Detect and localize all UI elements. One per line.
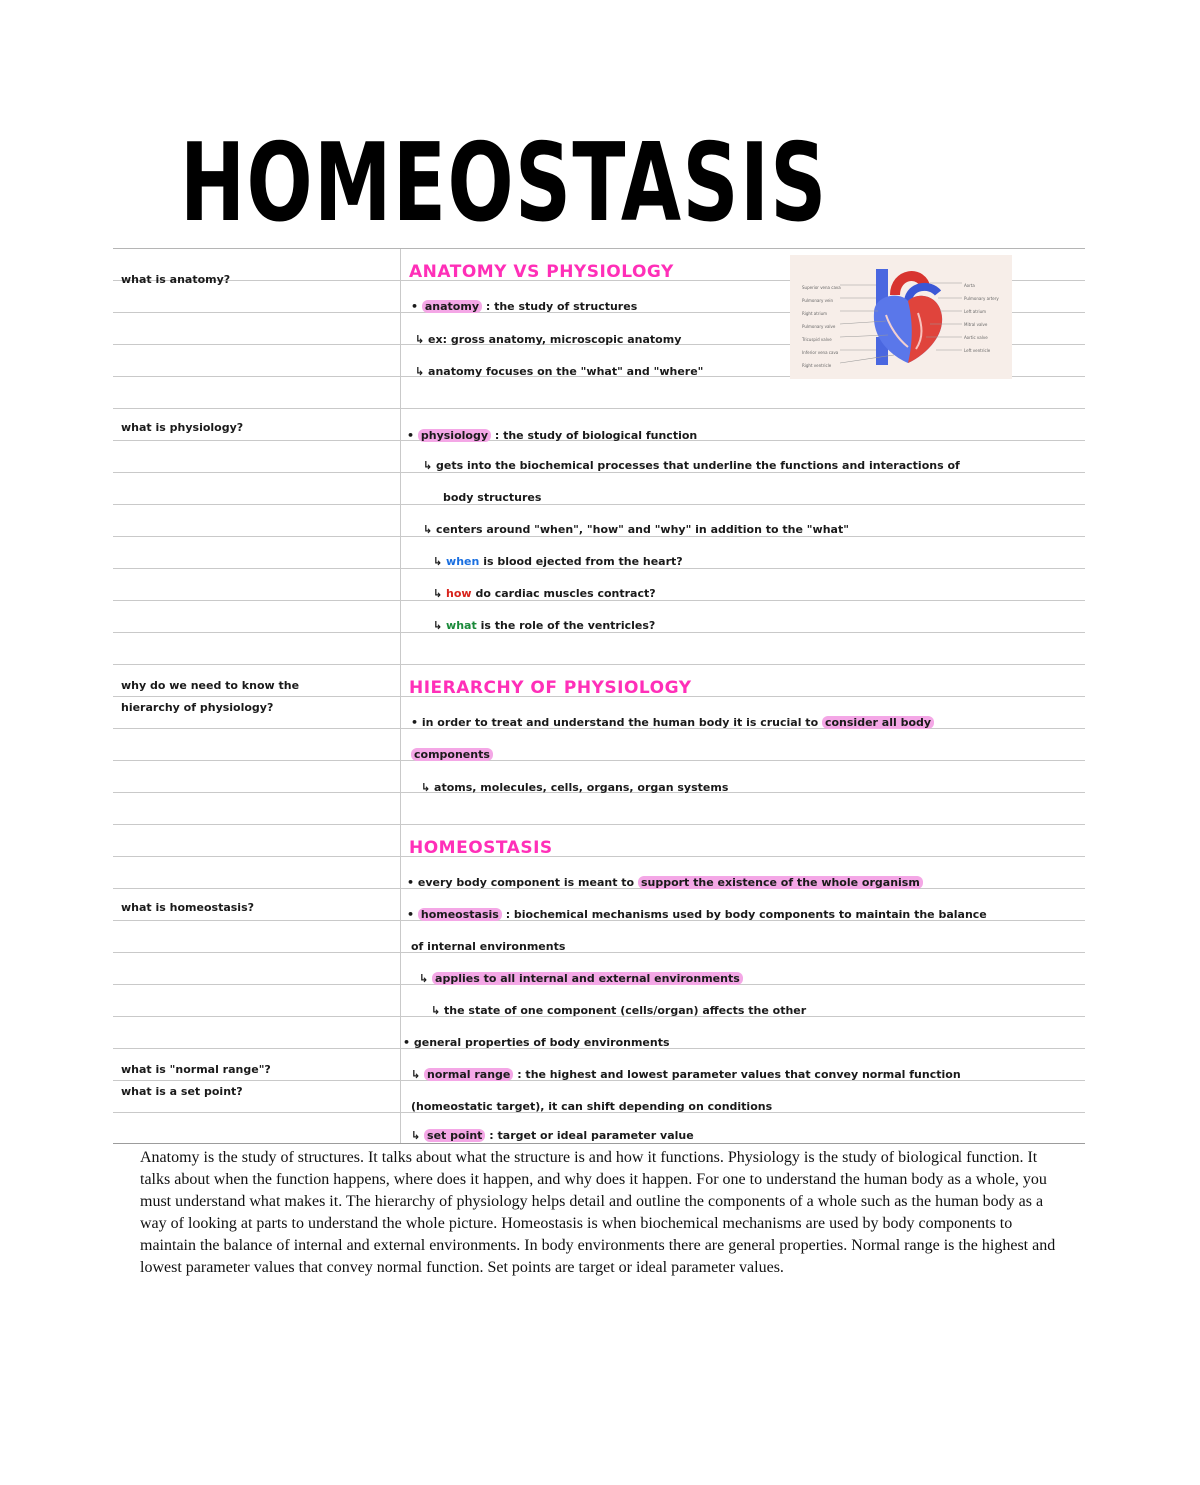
cue-hierarchy-line2: hierarchy of physiology?: [121, 701, 274, 714]
heading-homeostasis: HOMEOSTASIS: [409, 838, 553, 858]
note-general-properties: • general properties of body environments: [403, 1036, 670, 1049]
cue-normal-range: what is "normal range"?: [121, 1063, 271, 1076]
highlight-anatomy: anatomy: [422, 300, 482, 313]
heart-label: Pulmonary valve: [802, 324, 836, 329]
highlight-normal-range: normal range: [424, 1068, 513, 1081]
note-physiology-processes: ↳ gets into the biochemical processes that underline the functions and interactions of: [423, 459, 960, 472]
note-text: in order to treat and understand the human body it is crucial to: [421, 716, 819, 729]
note-set-point: ↳ set point : target or ideal parameter value: [411, 1129, 694, 1142]
summary-paragraph: Anatomy is the study of structures. It talks about what the structure is and how it functions. Physiology is the study of biological function. It talks about when the function happens, where does it happen, and why does it happen. For one to understand the human body as a whole, you must understand what makes it. The hierarchy of physiology helps detail and outline the components of a whole such as the human body as a way of looking at parts to understand the whole picture. Homeostasis is when biochemical mechanisms are used by body components to maintain the balance of internal and external environments. In body environments there are general properties. Normal range is the highest and lowest parameter values that convey normal function. Set points are target or ideal parameter values.: [140, 1149, 1056, 1276]
note-question-what: ↳ what is the role of the ventricles?: [433, 619, 656, 632]
heart-label: Left atrium: [964, 309, 987, 314]
note-homeostatic-target: (homeostatic target), it can shift depending on conditions: [411, 1100, 773, 1113]
heading-hierarchy-of-physiology: HIERARCHY OF PHYSIOLOGY: [409, 678, 692, 698]
note-physiology-definition: • physiology : the study of biological function: [407, 429, 698, 442]
cue-physiology: what is physiology?: [121, 421, 244, 434]
cornell-notes: [113, 248, 1085, 1144]
note-keyword: what: [446, 619, 477, 632]
heart-label: Mitral valve: [964, 322, 988, 327]
highlight-physiology: physiology: [418, 429, 491, 442]
heart-label: Left ventricle: [964, 348, 991, 353]
highlight-support: support the existence of the whole organism: [638, 876, 923, 889]
cue-homeostasis: what is homeostasis?: [121, 901, 254, 914]
note-normal-range: ↳ normal range : the highest and lowest parameter values that convey normal function: [411, 1068, 961, 1081]
page-title: HOMEOSTASIS: [180, 121, 828, 246]
note-keyword: when: [446, 555, 480, 568]
note-anatomy-definition: • anatomy : the study of structures: [411, 300, 638, 313]
heart-label: Aorta: [964, 283, 975, 288]
note-keyword: how: [446, 587, 472, 600]
highlight-consider: consider all body: [822, 716, 934, 729]
note-text: : the study of biological function: [494, 429, 698, 442]
highlight-components: components: [411, 748, 493, 761]
highlight-homeostasis: homeostasis: [418, 908, 502, 921]
heart-label: Aortic valve: [964, 335, 988, 340]
note-hierarchy-components: [411, 748, 493, 762]
note-question-how: ↳ how do cardiac muscles contract?: [433, 587, 656, 600]
note-text: : biochemical mechanisms used by body components to maintain the balance: [505, 908, 987, 921]
heart-label: Superior vena cava: [802, 285, 841, 290]
note-text: the state of one component (cells/organ) affects the other: [444, 1004, 807, 1017]
heading-anatomy-vs-physiology: ANATOMY VS PHYSIOLOGY: [409, 262, 674, 282]
note-text: do cardiac muscles contract?: [475, 587, 656, 600]
heart-labels-left: [802, 281, 850, 372]
note-homeostasis-applies: ↳ applies to all internal and external environments: [419, 972, 743, 986]
heart-label: Pulmonary artery: [964, 296, 999, 301]
note-text: is blood ejected from the heart?: [483, 555, 683, 568]
note-text: centers around "when", "how" and "why" in addition to the "what": [436, 523, 849, 536]
note-text: every body component is meant to: [417, 876, 635, 889]
heart-labels-right: [964, 279, 1010, 357]
note-text: : the highest and lowest parameter values that convey normal function: [517, 1068, 961, 1081]
heart-label: Tricuspid valve: [802, 337, 832, 342]
margin-divider: [400, 249, 401, 1144]
heart-label: Pulmonary vein: [802, 298, 834, 303]
note-text: general properties of body environments: [413, 1036, 670, 1049]
note-text: is the role of the ventricles?: [480, 619, 656, 632]
note-text: : the study of structures: [485, 300, 638, 313]
cue-anatomy: what is anatomy?: [121, 273, 231, 286]
note-homeostasis-definition: • homeostasis : biochemical mechanisms used by body components to maintain the balance: [407, 908, 987, 921]
note-question-when: ↳ when is blood ejected from the heart?: [433, 555, 683, 568]
cue-hierarchy-line1: why do we need to know the: [121, 679, 300, 692]
note-text: anatomy focuses on the "what" and "where": [428, 365, 704, 378]
heart-diagram: [790, 255, 1012, 379]
highlight-set-point: set point: [424, 1129, 485, 1142]
cue-set-point: what is a set point?: [121, 1085, 243, 1098]
heart-label: Inferior vena cava: [802, 350, 839, 355]
note-anatomy-examples: ↳ ex: gross anatomy, microscopic anatomy: [415, 333, 682, 346]
heart-label: Right atrium: [802, 311, 828, 316]
note-hierarchy-reason: • in order to treat and understand the human body it is crucial to consider all body: [411, 716, 934, 730]
note-text: ex: gross anatomy, microscopic anatomy: [428, 333, 682, 346]
note-homeostasis-internal: of internal environments: [411, 940, 566, 953]
note-text: gets into the biochemical processes that underline the functions and interactions of: [436, 459, 960, 472]
note-hierarchy-levels: ↳ atoms, molecules, cells, organs, organ systems: [421, 781, 729, 794]
summary-divider: [113, 1143, 1085, 1144]
note-text: atoms, molecules, cells, organs, organ systems: [434, 781, 729, 794]
note-homeostasis-support: • every body component is meant to support the existence of the whole organism: [407, 876, 923, 890]
note-physiology-structures: body structures: [443, 491, 542, 504]
heart-label: Right ventricle: [802, 363, 832, 368]
note-anatomy-focus: ↳ anatomy focuses on the "what" and "where": [415, 365, 704, 378]
note-physiology-questions: ↳ centers around "when", "how" and "why" in addition to the "what": [423, 523, 849, 536]
note-text: : target or ideal parameter value: [489, 1129, 694, 1142]
highlight-applies: applies to all internal and external environments: [432, 972, 743, 985]
note-homeostasis-state: ↳ the state of one component (cells/organ) affects the other: [431, 1004, 807, 1017]
